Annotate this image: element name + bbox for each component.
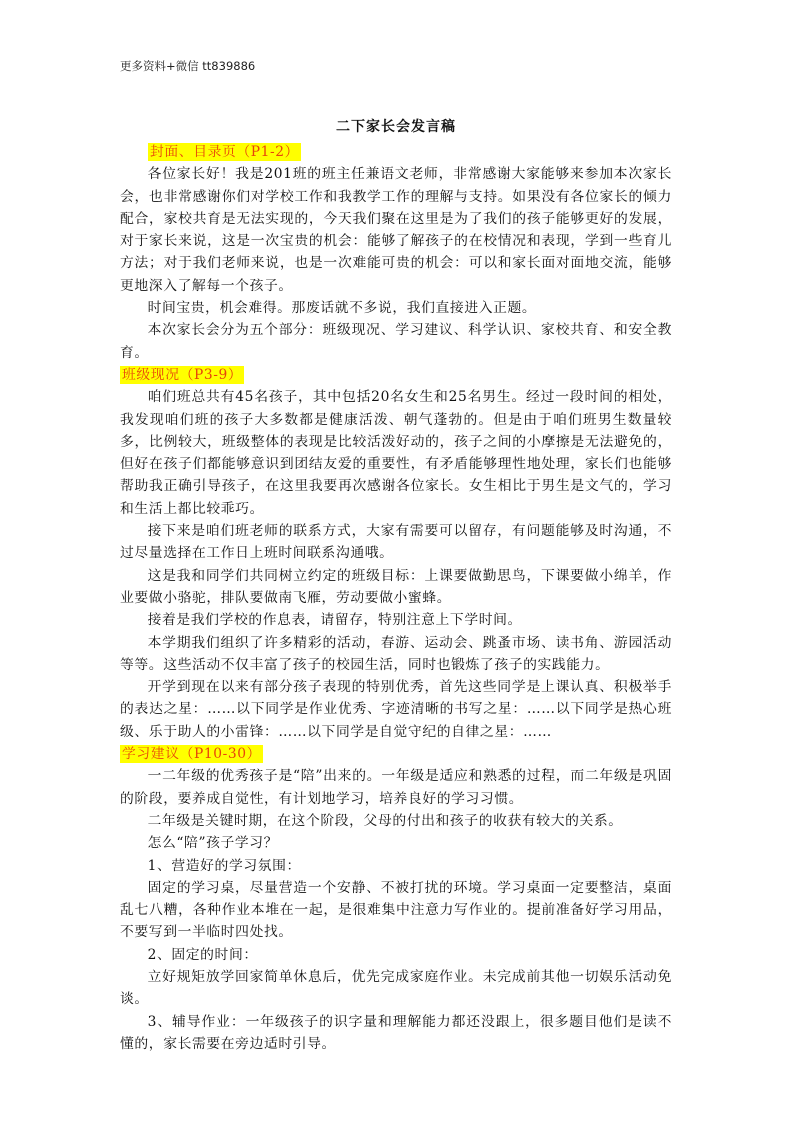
document-page	[120, 113, 672, 1055]
paragraph: 本次家长会分为五个部分：班级现况、学习建议、科学认识、家校共育、和安全教育。	[120, 322, 672, 361]
paragraph: 怎么“陪”孩子学习？	[147, 835, 279, 852]
section-class-status	[120, 364, 672, 743]
paragraph: 固定的学习桌，尽量营造一个安静、不被打扰的环境。学习桌面一定要整洁，桌面乱七八糟，各种作业本堆在一起，是很难集中注意力写作业的。提前准备好学习用品，不要写到一半临时四处找。	[120, 879, 672, 941]
paragraph: 时间宝贵，机会难得。那废话就不多说，我们直接进入正题。	[147, 300, 537, 317]
section-study-advice	[120, 743, 672, 1055]
section-cover	[120, 141, 672, 364]
highlighted-heading-text: 封面、目录页（P1-2）	[150, 144, 300, 160]
paragraph: 这是我和同学们共同树立约定的班级目标：上课要做勤思鸟，下课要做小绵羊，作业要做小骆驼，排队要做南飞雁，劳动要做小蜜蜂。	[120, 567, 672, 606]
highlighted-heading-text: 班级现况（P3-9）	[122, 366, 243, 383]
section-heading-class-status	[120, 364, 672, 386]
section-heading-cover	[120, 141, 672, 163]
paragraph: 二年级是关键时期，在这个阶段，父母的付出和孩子的收获有较大的关系。	[147, 812, 623, 829]
paragraph: 2、固定的时间：	[147, 946, 258, 963]
paragraph: 立好规矩放学回家简单休息后，优先完成家庭作业。未完成前其他一切娱乐活动免谈。	[120, 968, 672, 1008]
paragraph: 接着是我们学校的作息表，请留存，特别注意上下学时间。	[147, 612, 522, 629]
paragraph: 本学期我们组织了许多精彩的活动，春游、运动会、跳蚤市场、读书角、游园活动等等。这些活动不仅丰富了孩子的校园生活，同时也锻炼了孩子的实践能力。	[120, 634, 672, 673]
section-heading-study-advice	[120, 743, 672, 765]
paragraph: 开学到现在以来有部分孩子表现的特别优秀，首先这些同学是上课认真、积极举手的表达之星：……以下同学是作业优秀、字迹清晰的书写之星：……以下同学是热心班级、乐于助人的小雷锋：……以下同学是自觉守纪的自律之星：……	[120, 679, 672, 740]
document-title: 二下家长会发言稿	[336, 119, 456, 135]
paragraph: 各位家长好！我是201班的班主任兼语文老师，非常感谢大家能够来参加本次家长会，也非常感谢你们对学校工作和我教学工作的理解与支持。如果没有各位家长的倾力配合，家校共育是无法实现的，今天我们聚在这里是为了我们的孩子能够更好的发展，对于家长来说，这是一次宝贵的机会：能够了解孩子的在校情况和表现，学到一些育儿方法；对于我们老师来说，也是一次难能可贵的机会：可以和家长面对面地交流，能够更地深入了解每一个孩子。	[120, 166, 672, 294]
paragraph: 1、营造好的学习氛围：	[147, 857, 301, 874]
paragraph: 一二年级的优秀孩子是“陪”出来的。一年级是适应和熟悉的过程，而二年级是巩固的阶段，要养成自觉性，有计划地学习，培养良好的学习习惯。	[120, 768, 672, 807]
highlighted-heading-text: 学习建议（P10-30）	[122, 746, 262, 763]
watermark-text: 更多资料+微信 tt839886	[120, 59, 256, 73]
paragraph: 3、辅导作业：一年级孩子的识字量和理解能力都还没跟上，很多题目他们是读不懂的，家长需要在旁边适时引导。	[120, 1013, 672, 1052]
paragraph: 接下来是咱们班老师的联系方式，大家有需要可以留存，有问题能够及时沟通，不过尽量选择在工作日上班时间联系沟通哦。	[120, 523, 672, 562]
paragraph: 咱们班总共有45名孩子，其中包括20名女生和25名男生。经过一段时间的相处，我发现咱们班的孩子大多数都是健康活泼、朝气蓬勃的。但是由于咱们班男生数量较多，比例较大，班级整体的表现是比较活泼好动的，孩子之间的小摩擦是无法避免的，但好在孩子们都能够意识到团结友爱的重要性，有矛盾能够理性地处理，家长们也能够帮助我正确引导孩子，在这里我要再次感谢各位家长。女生相比于男生是文气的，学习和生活上都比较乖巧。	[120, 389, 672, 517]
